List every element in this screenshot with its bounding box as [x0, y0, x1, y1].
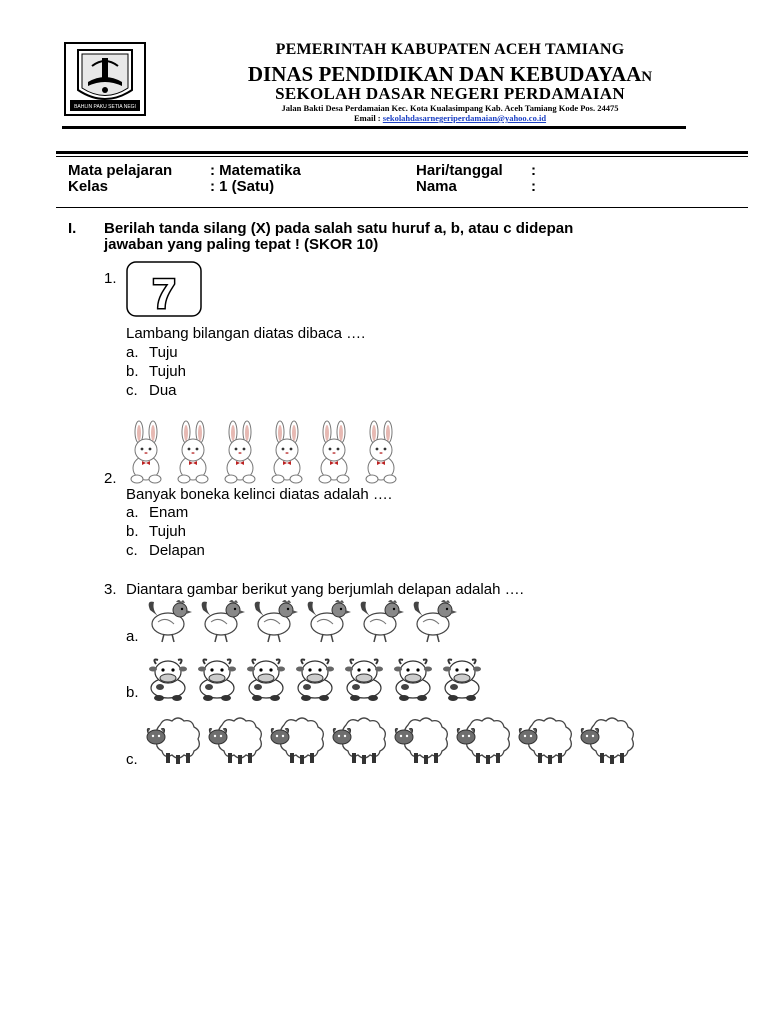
subject-value: : Matematika — [210, 162, 301, 179]
name-label: Nama — [416, 178, 457, 195]
q2-option-a-text: Enam — [149, 504, 189, 521]
header-government: PEMERINTAH KABUPATEN ACEH TAMIANG — [275, 41, 625, 58]
sheep-icon-group — [144, 715, 636, 767]
question-3-number: 3. — [104, 581, 117, 598]
sheep-row — [144, 715, 644, 767]
date-label: Hari/tanggal — [416, 162, 503, 179]
email-link[interactable]: sekolahdasarnegeriperdamaian@yahoo.co.id — [382, 113, 547, 123]
email-label: Email : — [353, 113, 381, 123]
q3-option-b-letter[interactable]: b. — [126, 684, 139, 701]
number-card — [126, 261, 202, 317]
logo-motto: BAHLIN PAKU SETIA NEGI — [74, 104, 136, 110]
sheep-icon — [333, 718, 385, 764]
sheep-icon — [209, 718, 261, 764]
rooster-icon — [308, 600, 351, 642]
instruction-line-1: Berilah tanda silang (X) pada salah satu huruf a, b, atau c didepan — [104, 220, 574, 237]
class-value: : 1 (Satu) — [210, 178, 275, 195]
subject-label: Mata pelajaran — [68, 162, 173, 179]
cow-icon — [345, 660, 383, 702]
sheep-icon — [519, 718, 571, 764]
q2-option-b-letter[interactable]: b. — [126, 523, 139, 540]
cow-icon — [296, 660, 334, 702]
cow-row — [146, 656, 486, 702]
name-value: : — [531, 178, 536, 195]
question-2-number: 2. — [104, 470, 117, 487]
question-1-prompt: Lambang bilangan diatas dibaca …. — [126, 325, 366, 342]
sheep-icon — [395, 718, 447, 764]
info-top-rule-thin — [56, 156, 748, 157]
q3-option-c-letter[interactable]: c. — [126, 751, 138, 768]
rabbit-doll-icon-group — [126, 420, 401, 486]
sheep-icon — [581, 718, 633, 764]
rooster-row — [146, 596, 476, 646]
q1-option-c-letter[interactable]: c. — [126, 382, 138, 399]
q1-option-a-letter[interactable]: a. — [126, 344, 139, 361]
cow-icon — [198, 660, 236, 702]
rooster-icon — [149, 600, 192, 642]
sheep-icon — [457, 718, 509, 764]
date-value: : — [531, 162, 536, 179]
header-rule — [62, 126, 686, 129]
sheep-icon — [271, 718, 323, 764]
header-school: SEKOLAH DASAR NEGERI PERDAMAIAN — [275, 84, 625, 103]
number-card-digit: 7 — [152, 270, 176, 317]
q1-option-c-text: Dua — [149, 382, 177, 399]
q1-option-a-text: Tuju — [149, 344, 178, 361]
header-email-line — [150, 113, 750, 123]
q2-option-a-letter[interactable]: a. — [126, 504, 139, 521]
class-label: Kelas — [68, 178, 109, 195]
cow-icon — [149, 660, 187, 702]
rabbit-doll-icon — [272, 421, 302, 483]
cow-icon — [394, 660, 432, 702]
rooster-icon — [414, 600, 457, 642]
rooster-icon-group — [146, 596, 459, 646]
question-3-prompt: Diantara gambar berikut yang berjumlah delapan adalah …. — [126, 581, 524, 598]
section-number: I. — [68, 220, 77, 237]
cow-icon — [247, 660, 285, 702]
q2-option-c-text: Delapan — [149, 542, 205, 559]
question-2-prompt: Banyak boneka kelinci diatas adalah …. — [126, 486, 393, 503]
rabbit-doll-icon — [131, 421, 161, 483]
rabbit-doll-icon — [178, 421, 208, 483]
q1-option-b-letter[interactable]: b. — [126, 363, 139, 380]
q1-option-b-text: Tujuh — [149, 363, 186, 380]
info-bottom-rule — [56, 207, 748, 208]
rabbit-doll-row — [126, 420, 406, 486]
info-top-rule — [56, 151, 748, 154]
rabbit-doll-icon — [319, 421, 349, 483]
q2-option-b-text: Tujuh — [149, 523, 186, 540]
header-department-main: DINAS PENDIDIKAN DAN KEBUDAYAA — [247, 62, 642, 86]
rabbit-doll-icon — [225, 421, 255, 483]
sheep-icon — [147, 718, 199, 764]
q3-option-a-letter[interactable]: a. — [126, 628, 139, 645]
cow-icon-group — [146, 656, 484, 702]
q2-option-c-letter[interactable]: c. — [126, 542, 138, 559]
header-department-tail: N — [641, 69, 653, 85]
question-1-number: 1. — [104, 270, 117, 287]
school-logo — [64, 42, 146, 116]
rabbit-doll-icon — [366, 421, 396, 483]
header-address: Jalan Bakti Desa Perdamaian Kec. Kota Kualasimpang Kab. Aceh Tamiang Kode Pos. 24475 — [281, 103, 619, 113]
instruction-line-2: jawaban yang paling tepat ! (SKOR 10) — [104, 236, 379, 253]
rooster-icon — [255, 600, 298, 642]
rooster-icon — [361, 600, 404, 642]
cow-icon — [443, 660, 481, 702]
rooster-icon — [202, 600, 245, 642]
